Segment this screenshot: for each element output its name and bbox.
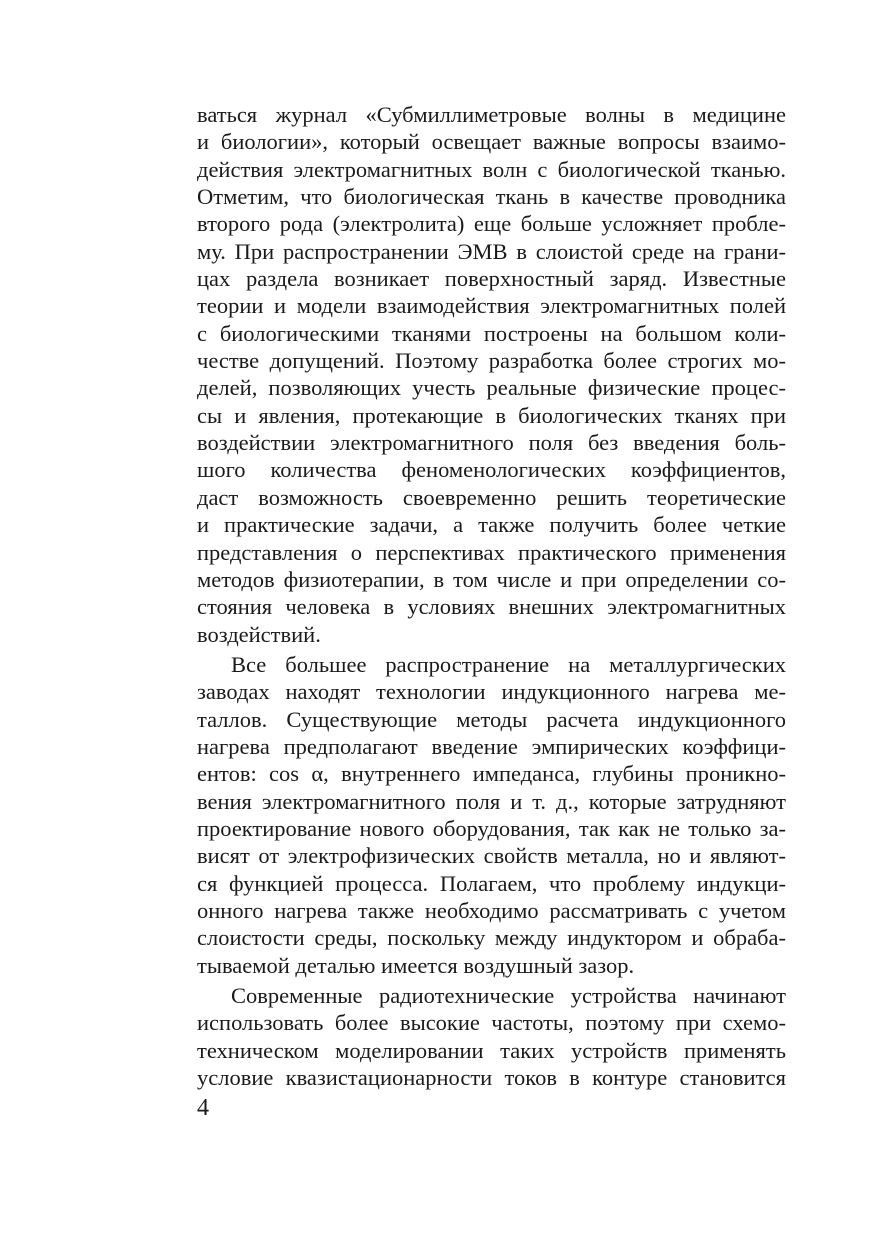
text-line: и биологии», который освещает важные вопросы взаимо-	[197, 129, 786, 155]
text-line: условие квазистационарности токов в контуре становится	[197, 1065, 786, 1091]
text-line: воздействии электромагнитного поля без введения боль-	[197, 430, 786, 456]
text-line: тываемой деталью имеется воздушный зазор.	[197, 952, 635, 978]
text-line: второго рода (электролита) еще больше усложняет пробле-	[197, 211, 786, 237]
text-line: заводах находят технологии индукционного нагрева ме-	[197, 679, 786, 705]
text-line: шого количества феноменологических коэффициентов,	[197, 457, 786, 483]
text-line: му. При распространении ЭМВ в слоистой среде на грани-	[197, 238, 786, 264]
text-line: ентов: cos α, внутреннего импеданса, глубины проникно-	[197, 761, 786, 787]
text-line: таллов. Существующие методы расчета индукционного	[197, 706, 786, 732]
text-line: техническом моделировании таких устройств применять	[197, 1037, 786, 1063]
text-line: даст возможность своевременно решить теоретические	[197, 484, 786, 510]
paragraph-2	[197, 651, 786, 979]
text-line: и практические задачи, а также получить более четкие	[197, 512, 786, 538]
text-line: проектирование нового оборудования, так как не только за-	[197, 815, 786, 841]
paragraph-3	[197, 982, 786, 1091]
text-line: висят от электрофизических свойств металла, но и являют-	[197, 843, 786, 869]
text-line: ваться журнал «Субмиллиметровые волны в медицине	[197, 102, 786, 127]
text-line: представления о перспективах практического применения	[197, 539, 786, 565]
text-line: Отметим, что биологическая ткань в качестве проводника	[197, 184, 786, 210]
text-line: честве допущений. Поэтому разработка более строгих мо-	[197, 348, 786, 374]
text-line: Все большее распространение на металлургических	[231, 651, 786, 677]
text-line: онного нагрева также необходимо рассматривать с учетом	[197, 897, 786, 923]
body-text	[197, 101, 786, 1091]
text-line: цах раздела возникает поверхностный заряд. Известные	[197, 266, 786, 292]
text-line: Современные радиотехнические устройства начинают	[231, 983, 786, 1008]
text-line: воздействий.	[197, 621, 321, 647]
text-line: действия электромагнитных волн с биологической тканью.	[197, 156, 786, 182]
text-line: использовать более высокие частоты, поэтому при схемо-	[197, 1010, 786, 1036]
text-line: ся функцией процесса. Полагаем, что проблему индукци-	[197, 870, 786, 896]
text-line: слоистости среды, поскольку между индуктором и обраба-	[197, 925, 786, 951]
text-line: вения электромагнитного поля и т. д., которые затрудняют	[197, 788, 786, 814]
text-line: делей, позволяющих учесть реальные физические процес-	[197, 375, 786, 401]
text-line: нагрева предполагают введение эмпирических коэффици-	[197, 733, 786, 759]
page-number: 4	[197, 1095, 209, 1121]
text-line: стояния человека в условиях внешних электромагнитных	[197, 594, 786, 620]
text-line: с биологическими тканями построены на большом коли-	[197, 320, 786, 346]
text-line: теории и модели взаимодействия электромагнитных полей	[197, 293, 786, 319]
text-line: сы и явления, протекающие в биологических тканях при	[197, 402, 786, 428]
text-line: методов физиотерапии, в том числе и при определении со-	[197, 566, 786, 592]
paragraph-1	[197, 101, 786, 648]
